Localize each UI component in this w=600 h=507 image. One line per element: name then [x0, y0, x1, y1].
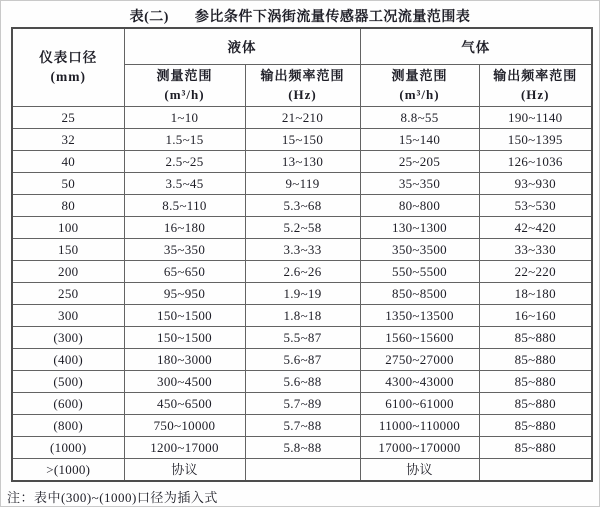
- cell-diameter: 250: [12, 282, 124, 304]
- header-diameter-unit: (mm): [50, 69, 86, 85]
- table-row: [12, 260, 592, 282]
- header-group-liquid: 液体: [124, 28, 360, 64]
- cell-liquid-measure: 3.5~45: [124, 172, 245, 194]
- cell-diameter: 25: [12, 106, 124, 128]
- cell-gas-freq: 33~330: [479, 238, 592, 260]
- table-row: [12, 370, 592, 392]
- cell-gas-measure: 8.8~55: [360, 106, 479, 128]
- cell-liquid-measure: 150~1500: [124, 304, 245, 326]
- cell-liquid-measure: 450~6500: [124, 392, 245, 414]
- footnote-label: 注：: [7, 489, 35, 505]
- cell-liquid-measure: 65~650: [124, 260, 245, 282]
- cell-liquid-measure: 1~10: [124, 106, 245, 128]
- table-row: [12, 172, 592, 194]
- cell-gas-measure: 11000~110000: [360, 414, 479, 436]
- table-index: 表(二): [129, 10, 169, 25]
- header-group-row: [12, 28, 592, 64]
- table-row: [12, 392, 592, 414]
- cell-liquid-freq: 15~150: [245, 128, 360, 150]
- cell-gas-measure: 1560~15600: [360, 326, 479, 348]
- cell-liquid-freq: 5.2~58: [245, 216, 360, 238]
- cell-gas-measure: 2750~27000: [360, 348, 479, 370]
- cell-gas-measure: 80~800: [360, 194, 479, 216]
- cell-liquid-freq: 13~130: [245, 150, 360, 172]
- cell-gas-measure: 550~5500: [360, 260, 479, 282]
- cell-liquid-freq: 5.5~87: [245, 326, 360, 348]
- table-row: [12, 282, 592, 304]
- cell-gas-freq: 53~530: [479, 194, 592, 216]
- cell-liquid-freq: 21~210: [245, 106, 360, 128]
- footnote-text: 表中(300)~(1000)口径为插入式: [34, 489, 218, 505]
- cell-gas-freq: 22~220: [479, 260, 592, 282]
- cell-liquid-measure: 150~1500: [124, 326, 245, 348]
- cell-liquid-measure: 8.5~110: [124, 194, 245, 216]
- header-liquid-measure-label: 测量范围: [156, 68, 213, 83]
- cell-diameter: 200: [12, 260, 124, 282]
- table-row: [12, 106, 592, 128]
- cell-gas-measure: 协议: [360, 458, 479, 481]
- header-liquid-freq-unit: (Hz): [288, 87, 317, 102]
- table-row: [12, 304, 592, 326]
- cell-gas-freq: 85~880: [479, 348, 592, 370]
- table-header: [12, 28, 592, 106]
- table-body: [12, 106, 592, 481]
- cell-liquid-freq: 5.6~87: [245, 348, 360, 370]
- header-liquid-freq: [245, 64, 360, 106]
- cell-gas-freq: 85~880: [479, 436, 592, 458]
- cell-gas-freq: 18~180: [479, 282, 592, 304]
- cell-liquid-measure: 1200~17000: [124, 436, 245, 458]
- cell-gas-measure: 850~8500: [360, 282, 479, 304]
- cell-liquid-freq: 1.8~18: [245, 304, 360, 326]
- cell-gas-measure: 25~205: [360, 150, 479, 172]
- cell-liquid-measure: 95~950: [124, 282, 245, 304]
- table-row: [12, 194, 592, 216]
- cell-diameter: 150: [12, 238, 124, 260]
- table-row: [12, 326, 592, 348]
- table-title: [1, 1, 599, 27]
- cell-diameter: (1000): [12, 436, 124, 458]
- table-row: [12, 128, 592, 150]
- cell-liquid-freq: 5.8~88: [245, 436, 360, 458]
- header-liquid-measure: [124, 64, 245, 106]
- flow-range-table: [11, 27, 593, 482]
- cell-diameter: 50: [12, 172, 124, 194]
- cell-diameter: (300): [12, 326, 124, 348]
- cell-gas-freq: 85~880: [479, 370, 592, 392]
- cell-gas-measure: 6100~61000: [360, 392, 479, 414]
- cell-gas-freq: 150~1395: [479, 128, 592, 150]
- footnote: [7, 487, 599, 506]
- cell-diameter: 300: [12, 304, 124, 326]
- cell-diameter: 40: [12, 150, 124, 172]
- table-title-text: 参比条件下涡街流量传感器工况流量范围表: [194, 10, 471, 25]
- cell-liquid-measure: 2.5~25: [124, 150, 245, 172]
- table-row: [12, 414, 592, 436]
- header-gas-measure-unit: (m³/h): [399, 87, 440, 102]
- cell-gas-measure: 15~140: [360, 128, 479, 150]
- cell-gas-measure: 35~350: [360, 172, 479, 194]
- header-liquid-freq-label: 输出频率范围: [260, 68, 345, 83]
- cell-diameter: (500): [12, 370, 124, 392]
- cell-liquid-freq: 1.9~19: [245, 282, 360, 304]
- header-diameter-label: 仪表口径: [39, 50, 98, 66]
- cell-gas-freq: 85~880: [479, 414, 592, 436]
- table-row: [12, 150, 592, 172]
- header-gas-freq-label: 输出频率范围: [493, 68, 578, 83]
- cell-gas-measure: 17000~170000: [360, 436, 479, 458]
- cell-diameter: (400): [12, 348, 124, 370]
- header-gas-freq: [479, 64, 592, 106]
- table-row: [12, 436, 592, 458]
- cell-diameter: 80: [12, 194, 124, 216]
- cell-liquid-measure: 180~3000: [124, 348, 245, 370]
- cell-gas-freq: 42~420: [479, 216, 592, 238]
- table-row: [12, 216, 592, 238]
- cell-gas-freq: [479, 458, 592, 481]
- cell-gas-freq: 93~930: [479, 172, 592, 194]
- header-gas-measure-label: 测量范围: [391, 68, 448, 83]
- header-gas-freq-unit: (Hz): [520, 87, 550, 102]
- table-row: [12, 458, 592, 481]
- cell-diameter: (600): [12, 392, 124, 414]
- cell-liquid-freq: 5.7~88: [245, 414, 360, 436]
- cell-liquid-measure: 35~350: [124, 238, 245, 260]
- table-row: [12, 238, 592, 260]
- cell-liquid-freq: 2.6~26: [245, 260, 360, 282]
- header-diameter: [12, 28, 124, 106]
- header-group-gas: 气体: [360, 28, 592, 64]
- cell-diameter: 100: [12, 216, 124, 238]
- cell-diameter: (800): [12, 414, 124, 436]
- header-gas-measure: [360, 64, 479, 106]
- cell-diameter: >(1000): [12, 458, 124, 481]
- cell-liquid-measure: 750~10000: [124, 414, 245, 436]
- cell-gas-freq: 126~1036: [479, 150, 592, 172]
- cell-liquid-measure: 300~4500: [124, 370, 245, 392]
- cell-gas-freq: 190~1140: [479, 106, 592, 128]
- cell-liquid-freq: 5.3~68: [245, 194, 360, 216]
- cell-gas-freq: 16~160: [479, 304, 592, 326]
- cell-liquid-measure: 1.5~15: [124, 128, 245, 150]
- cell-gas-measure: 130~1300: [360, 216, 479, 238]
- cell-liquid-freq: 9~119: [245, 172, 360, 194]
- cell-gas-measure: 4300~43000: [360, 370, 479, 392]
- cell-liquid-freq: 5.6~88: [245, 370, 360, 392]
- cell-gas-measure: 350~3500: [360, 238, 479, 260]
- cell-liquid-freq: 5.7~89: [245, 392, 360, 414]
- table-row: [12, 348, 592, 370]
- cell-gas-freq: 85~880: [479, 392, 592, 414]
- cell-liquid-measure: 协议: [124, 458, 245, 481]
- cell-liquid-measure: 16~180: [124, 216, 245, 238]
- cell-liquid-freq: [245, 458, 360, 481]
- cell-gas-measure: 1350~13500: [360, 304, 479, 326]
- cell-liquid-freq: 3.3~33: [245, 238, 360, 260]
- cell-diameter: 32: [12, 128, 124, 150]
- header-liquid-measure-unit: (m³/h): [164, 87, 205, 102]
- cell-gas-freq: 85~880: [479, 326, 592, 348]
